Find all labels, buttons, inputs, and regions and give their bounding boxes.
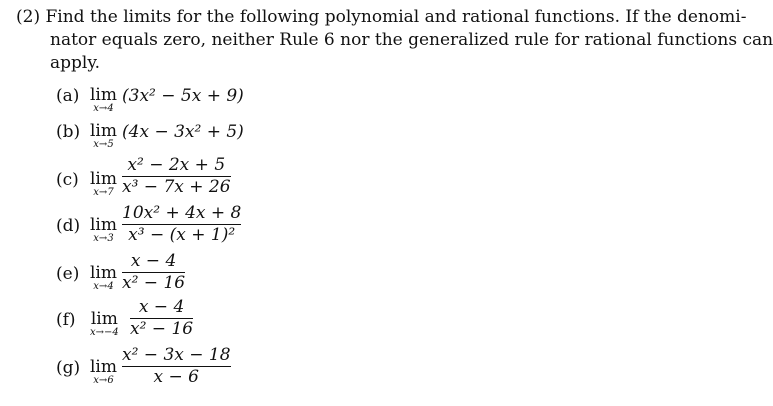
numerator: x² − 2x + 5 [127, 155, 226, 175]
lim-subscript: x→6 [93, 375, 114, 386]
limit-operator [90, 170, 117, 198]
expression: (4x − 3x² + 5) [122, 122, 244, 142]
limit-operator [90, 86, 117, 114]
part-label: (c) [56, 170, 79, 190]
numerator: x − 4 [130, 251, 177, 271]
numerator: 10x² + 4x + 8 [122, 203, 242, 223]
lim-subscript: x→5 [93, 139, 114, 150]
denominator: x − 6 [153, 367, 199, 387]
lim-subscript: x→4 [93, 281, 114, 292]
fraction [122, 156, 231, 197]
fraction [122, 252, 185, 293]
part-label: (a) [56, 86, 80, 106]
lim-word: lim [90, 85, 117, 105]
lim-subscript: x→−4 [90, 327, 119, 338]
numerator: x² − 3x − 18 [122, 345, 231, 365]
denominator: x² − 16 [130, 319, 194, 339]
limit-operator [90, 310, 119, 338]
problem-line-2: nator equals zero, neither Rule 6 nor the generalized rule for rational functions can [50, 30, 773, 50]
problem-line-3: apply. [50, 53, 101, 73]
part-label: (g) [56, 358, 81, 378]
limit-operator [90, 264, 117, 292]
denominator: x³ − 7x + 26 [122, 177, 231, 197]
limit-operator [90, 216, 117, 244]
lim-subscript: x→7 [93, 187, 114, 198]
part-label: (d) [56, 216, 81, 236]
problem-statement [16, 6, 773, 75]
limit-operator [90, 122, 117, 150]
lim-subscript: x→3 [93, 233, 114, 244]
fraction [122, 204, 241, 245]
lim-subscript: x→4 [93, 103, 114, 114]
denominator: x³ − (x + 1)² [128, 225, 236, 245]
lim-word: lim [90, 309, 118, 329]
problem-line-1: (2) Find the limits for the following polynomial and rational functions. If the denomi- [16, 7, 747, 27]
part-label: (b) [56, 122, 81, 142]
limit-operator [90, 358, 117, 386]
lim-word: lim [90, 169, 117, 189]
fraction [130, 298, 193, 339]
part-label: (e) [56, 264, 80, 284]
part-label: (f) [56, 310, 76, 330]
fraction [122, 346, 231, 387]
denominator: x² − 16 [122, 273, 186, 293]
lim-word: lim [90, 215, 117, 235]
lim-word: lim [90, 263, 117, 283]
lim-word: lim [90, 121, 117, 141]
expression: (3x² − 5x + 9) [122, 86, 244, 106]
lim-word: lim [90, 357, 117, 377]
numerator: x − 4 [138, 297, 185, 317]
